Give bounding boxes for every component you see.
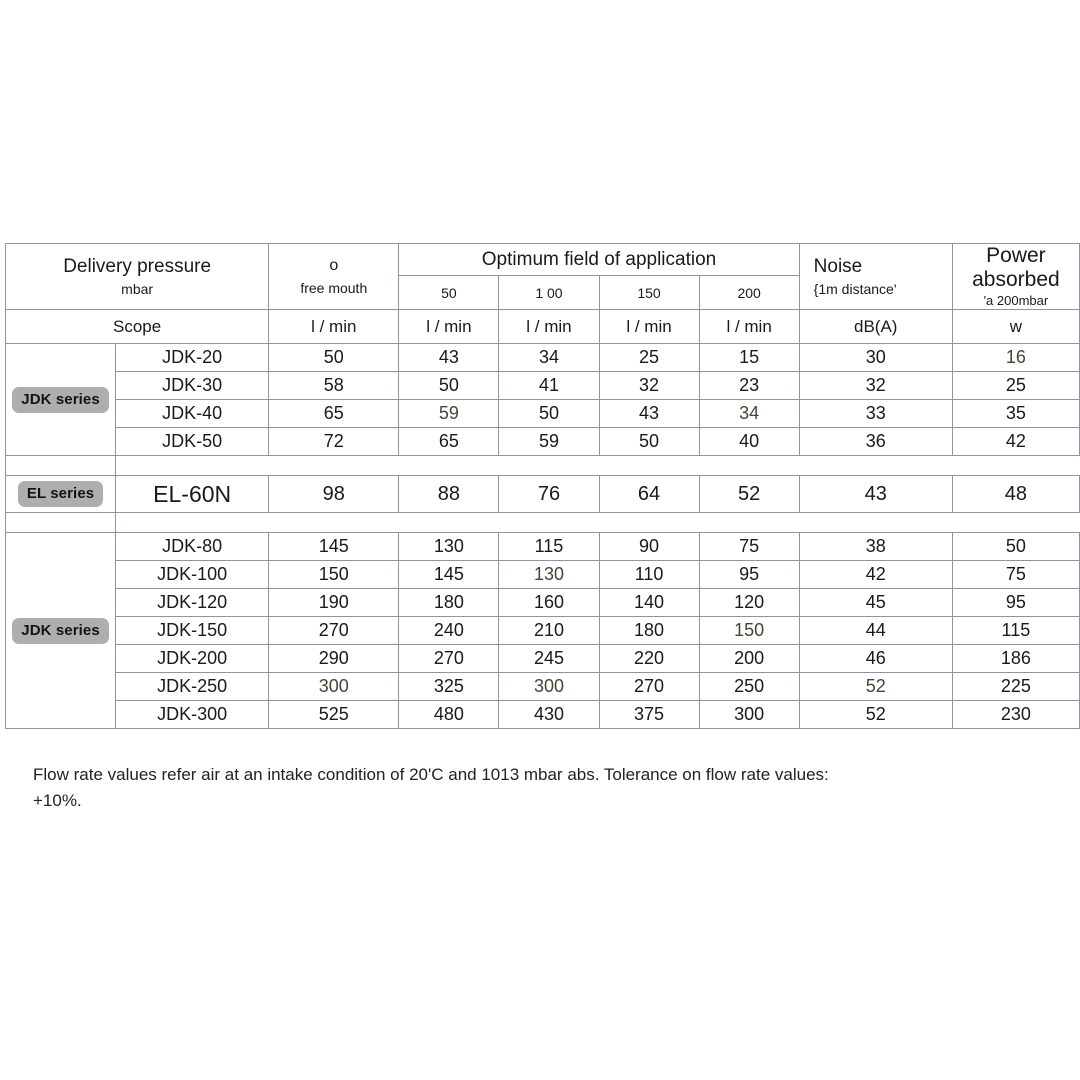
blower-specification-table xyxy=(5,243,1080,729)
noise-value: 32 xyxy=(799,372,952,400)
free-mouth-value: 190 xyxy=(269,589,399,617)
app-50-value: 65 xyxy=(399,428,499,456)
app-100-value: 59 xyxy=(499,428,599,456)
app-50-value: 270 xyxy=(399,645,499,673)
series-badge: EL series xyxy=(18,481,103,507)
app-100-value: 50 xyxy=(499,400,599,428)
footnote-line-2: +10%. xyxy=(33,790,82,810)
power-value: 42 xyxy=(952,428,1079,456)
app-100-value: 245 xyxy=(499,645,599,673)
app-100-value: 41 xyxy=(499,372,599,400)
power-value: 35 xyxy=(952,400,1079,428)
header-optimum-field: Optimum field of application xyxy=(399,244,799,276)
model-name: EL-60N xyxy=(116,476,269,513)
table-row xyxy=(6,589,1080,617)
app-100-value: 160 xyxy=(499,589,599,617)
free-mouth-value: 98 xyxy=(269,476,399,513)
header-noise-title: Noise xyxy=(813,255,863,277)
spacer-cell xyxy=(699,513,799,533)
spacer-cell xyxy=(399,456,499,476)
app-100-value: 430 xyxy=(499,701,599,729)
specification-table-container xyxy=(5,243,1080,729)
app-100-value: 115 xyxy=(499,533,599,561)
app-200-value: 120 xyxy=(699,589,799,617)
free-mouth-value: 72 xyxy=(269,428,399,456)
app-50-value: 43 xyxy=(399,344,499,372)
app-200-value: 150 xyxy=(699,617,799,645)
header-noise xyxy=(799,244,952,310)
footnote xyxy=(33,762,1033,813)
spacer-cell xyxy=(499,456,599,476)
power-value: 25 xyxy=(952,372,1079,400)
app-50-value: 59 xyxy=(399,400,499,428)
table-row xyxy=(6,533,1080,561)
app-200-value: 40 xyxy=(699,428,799,456)
spacer-cell xyxy=(599,513,699,533)
spacer-cell xyxy=(952,513,1079,533)
power-value: 50 xyxy=(952,533,1079,561)
series-badge-cell-jdk-1 xyxy=(6,344,116,456)
model-name: JDK-120 xyxy=(116,589,269,617)
table-row xyxy=(6,372,1080,400)
header-tick-50: 50 xyxy=(399,276,499,310)
block-spacer xyxy=(6,456,1080,476)
app-150-value: 110 xyxy=(599,561,699,589)
spacer-cell xyxy=(699,456,799,476)
app-200-value: 200 xyxy=(699,645,799,673)
header-row-primary xyxy=(6,244,1080,276)
table-row xyxy=(6,344,1080,372)
model-name: JDK-80 xyxy=(116,533,269,561)
model-name: JDK-100 xyxy=(116,561,269,589)
free-mouth-value: 145 xyxy=(269,533,399,561)
power-value: 16 xyxy=(952,344,1079,372)
power-value: 186 xyxy=(952,645,1079,673)
spacer-cell xyxy=(116,456,269,476)
power-value: 225 xyxy=(952,673,1079,701)
app-50-value: 240 xyxy=(399,617,499,645)
power-value: 75 xyxy=(952,561,1079,589)
header-free-mouth-label: free mouth xyxy=(300,279,368,296)
free-mouth-value: 300 xyxy=(269,673,399,701)
noise-value: 45 xyxy=(799,589,952,617)
app-200-value: 250 xyxy=(699,673,799,701)
app-200-value: 23 xyxy=(699,372,799,400)
app-150-value: 90 xyxy=(599,533,699,561)
app-150-value: 25 xyxy=(599,344,699,372)
noise-value: 46 xyxy=(799,645,952,673)
app-100-value: 130 xyxy=(499,561,599,589)
app-150-value: 64 xyxy=(599,476,699,513)
free-mouth-value: 65 xyxy=(269,400,399,428)
unit-app-100: l / min xyxy=(499,310,599,344)
spacer-cell xyxy=(499,513,599,533)
app-50-value: 480 xyxy=(399,701,499,729)
table-row xyxy=(6,476,1080,513)
noise-value: 36 xyxy=(799,428,952,456)
header-power-absorbed xyxy=(952,244,1079,310)
spacer-cell xyxy=(599,456,699,476)
header-tick-150: 150 xyxy=(599,276,699,310)
spacer-cell xyxy=(6,513,116,533)
header-free-mouth xyxy=(269,244,399,310)
table-row xyxy=(6,645,1080,673)
free-mouth-value: 58 xyxy=(269,372,399,400)
series-badge: JDK series xyxy=(12,387,109,413)
power-value: 230 xyxy=(952,701,1079,729)
app-150-value: 180 xyxy=(599,617,699,645)
noise-value: 44 xyxy=(799,617,952,645)
unit-app-50: l / min xyxy=(399,310,499,344)
model-name: JDK-30 xyxy=(116,372,269,400)
model-name: JDK-20 xyxy=(116,344,269,372)
spacer-cell xyxy=(799,513,952,533)
noise-value: 30 xyxy=(799,344,952,372)
app-50-value: 88 xyxy=(399,476,499,513)
model-name: JDK-150 xyxy=(116,617,269,645)
model-name: JDK-300 xyxy=(116,701,269,729)
footnote-line-1: Flow rate values refer air at an intake condition of 20'C and 1013 mbar abs. Tolerance on flow rate values: xyxy=(33,765,829,784)
noise-value: 38 xyxy=(799,533,952,561)
app-200-value: 75 xyxy=(699,533,799,561)
unit-scope: Scope xyxy=(6,310,269,344)
header-power-line2: absorbed xyxy=(972,268,1060,292)
app-100-value: 210 xyxy=(499,617,599,645)
spacer-cell xyxy=(799,456,952,476)
unit-free-mouth: l / min xyxy=(269,310,399,344)
header-power-sub: 'a 200mbar xyxy=(983,293,1049,309)
unit-noise: dB(A) xyxy=(799,310,952,344)
app-100-value: 300 xyxy=(499,673,599,701)
power-value: 48 xyxy=(952,476,1079,513)
table-row xyxy=(6,673,1080,701)
spacer-cell xyxy=(116,513,269,533)
unit-power: w xyxy=(952,310,1079,344)
app-150-value: 270 xyxy=(599,673,699,701)
header-tick-200: 200 xyxy=(699,276,799,310)
noise-value: 33 xyxy=(799,400,952,428)
spacer-cell xyxy=(269,456,399,476)
app-50-value: 325 xyxy=(399,673,499,701)
app-200-value: 52 xyxy=(699,476,799,513)
noise-value: 42 xyxy=(799,561,952,589)
app-150-value: 140 xyxy=(599,589,699,617)
app-100-value: 34 xyxy=(499,344,599,372)
series-badge-cell-jdk-2 xyxy=(6,533,116,729)
free-mouth-value: 150 xyxy=(269,561,399,589)
app-150-value: 43 xyxy=(599,400,699,428)
app-50-value: 145 xyxy=(399,561,499,589)
header-delivery-pressure-title: Delivery pressure xyxy=(63,255,212,277)
noise-value: 52 xyxy=(799,673,952,701)
unit-row xyxy=(6,310,1080,344)
header-delivery-pressure-unit: mbar xyxy=(121,281,154,298)
series-badge: JDK series xyxy=(12,618,109,644)
app-50-value: 50 xyxy=(399,372,499,400)
table-row xyxy=(6,617,1080,645)
free-mouth-value: 525 xyxy=(269,701,399,729)
header-power-line1: Power xyxy=(986,244,1046,267)
table-row xyxy=(6,701,1080,729)
series-badge-cell-el xyxy=(6,476,116,513)
app-200-value: 34 xyxy=(699,400,799,428)
spacer-cell xyxy=(6,456,116,476)
header-noise-sub: {1m distance' xyxy=(813,280,897,297)
app-50-value: 130 xyxy=(399,533,499,561)
spacer-cell xyxy=(399,513,499,533)
free-mouth-value: 270 xyxy=(269,617,399,645)
header-free-mouth-symbol: o xyxy=(329,257,339,275)
table-row xyxy=(6,428,1080,456)
power-value: 95 xyxy=(952,589,1079,617)
free-mouth-value: 290 xyxy=(269,645,399,673)
spacer-cell xyxy=(269,513,399,533)
app-200-value: 15 xyxy=(699,344,799,372)
power-value: 115 xyxy=(952,617,1079,645)
header-delivery-pressure xyxy=(6,244,269,310)
unit-app-200: l / min xyxy=(699,310,799,344)
spacer-cell xyxy=(952,456,1079,476)
app-100-value: 76 xyxy=(499,476,599,513)
header-tick-100: 1 00 xyxy=(499,276,599,310)
unit-app-150: l / min xyxy=(599,310,699,344)
app-150-value: 220 xyxy=(599,645,699,673)
app-150-value: 32 xyxy=(599,372,699,400)
model-name: JDK-250 xyxy=(116,673,269,701)
app-200-value: 95 xyxy=(699,561,799,589)
model-name: JDK-200 xyxy=(116,645,269,673)
free-mouth-value: 50 xyxy=(269,344,399,372)
noise-value: 52 xyxy=(799,701,952,729)
app-150-value: 50 xyxy=(599,428,699,456)
app-150-value: 375 xyxy=(599,701,699,729)
app-200-value: 300 xyxy=(699,701,799,729)
app-50-value: 180 xyxy=(399,589,499,617)
table-row xyxy=(6,561,1080,589)
model-name: JDK-40 xyxy=(116,400,269,428)
noise-value: 43 xyxy=(799,476,952,513)
table-body xyxy=(6,244,1080,729)
table-row xyxy=(6,400,1080,428)
block-spacer xyxy=(6,513,1080,533)
model-name: JDK-50 xyxy=(116,428,269,456)
